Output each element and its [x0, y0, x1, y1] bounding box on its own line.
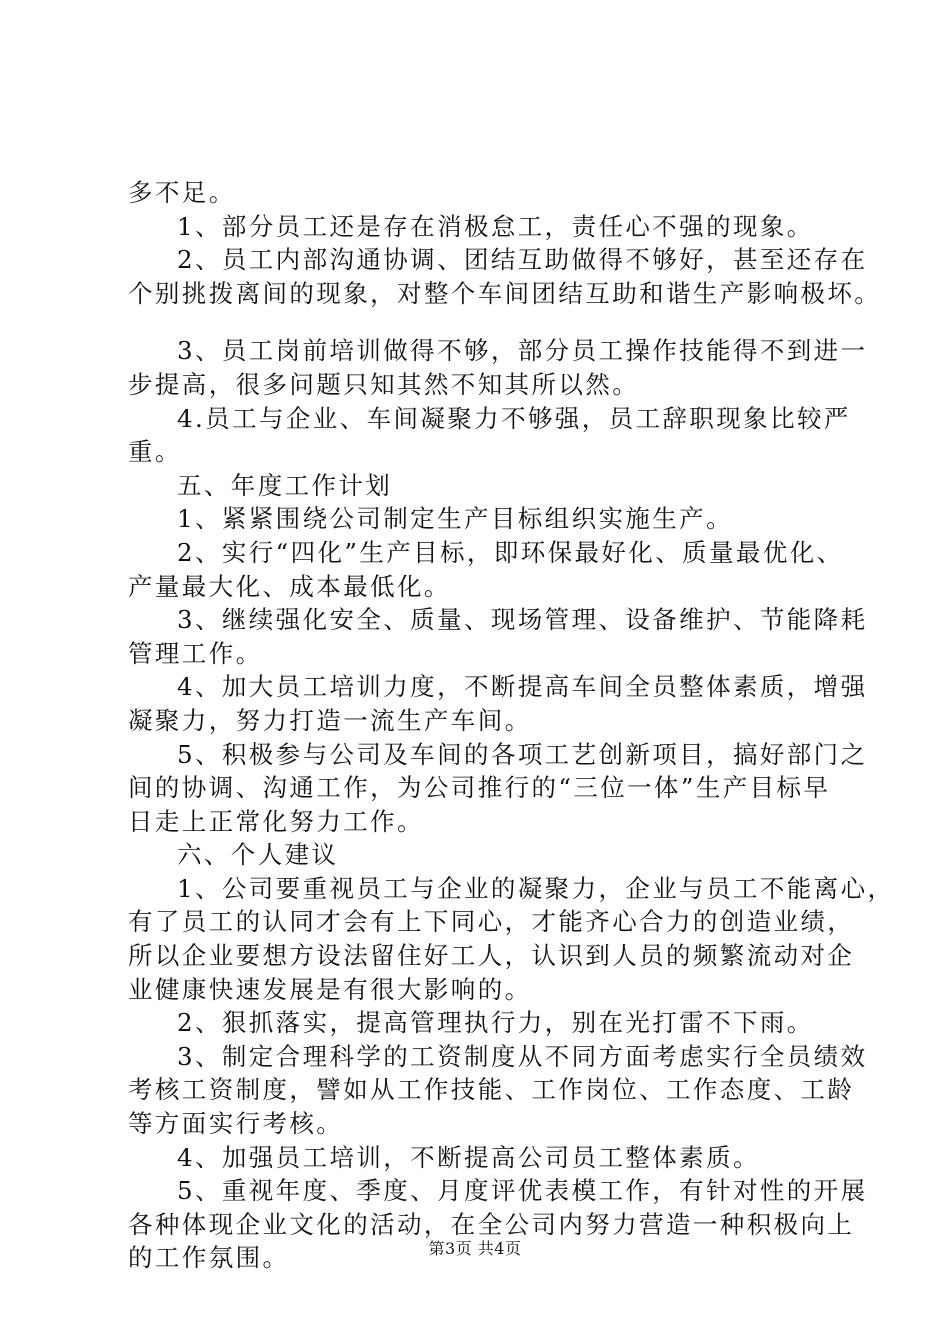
text-line: 凝聚力，努力打造一流生产车间。 — [128, 705, 532, 735]
text-line: 管理工作。 — [128, 638, 263, 668]
page-number-label: 第3页 共4页 — [428, 1239, 522, 1258]
list-item: 2、狠抓落实，提高管理执行力，别在光打雷不下雨。 — [177, 1008, 814, 1038]
text-line: 的工作氛围。 — [128, 1243, 290, 1273]
text-line: 有了员工的认同才会有上下同心，才能齐心合力的创造业绩， — [128, 907, 855, 937]
list-item: 1、紧紧围绕公司制定生产目标组织实施生产。 — [177, 504, 733, 534]
document-body — [128, 176, 895, 1275]
text-line: 重。 — [128, 437, 182, 467]
list-item: 4.员工与企业、车间凝聚力不够强，员工辞职现象比较严 — [177, 403, 851, 433]
list-item: 2、实行“四化”生产目标，即环保最好化、质量最优化、 — [177, 537, 844, 567]
text-line: 日走上正常化努力工作。 — [128, 806, 424, 836]
text-line: 个别挑拨离间的现象，对整个车间团结互助和谐生产影响极坏。 — [128, 278, 882, 308]
list-item: 2、员工内部沟通协调、团结互助做得不够好，甚至还存在 — [177, 245, 868, 275]
list-item: 5、重视年度、季度、月度评优表模工作，有针对性的开展 — [177, 1176, 868, 1206]
list-item: 3、制定合理科学的工资制度从不同方面考虑实行全员绩效 — [177, 1041, 868, 1071]
list-item: 5、积极参与公司及车间的各项工艺创新项目，搞好部门之 — [177, 739, 868, 769]
text-line: 所以企业要想方设法留住好工人，认识到人员的频繁流动对企 — [128, 941, 855, 971]
text-line: 考核工资制度，譬如从工作技能、工作岗位、工作态度、工龄 — [128, 1075, 855, 1105]
list-item: 4、加大员工培训力度，不断提高车间全员整体素质，增强 — [177, 672, 868, 702]
text-line: 间的协调、沟通工作，为公司推行的“三位一体”生产目标早 — [128, 773, 831, 803]
page-footer — [0, 1236, 950, 1259]
text-line: 步提高，很多问题只知其然不知其所以然。 — [128, 369, 640, 399]
section-heading: 五、年度工作计划 — [177, 470, 393, 500]
text-line: 多不足。 — [128, 178, 236, 207]
list-item: 1、部分员工还是存在消极怠工，责任心不强的现象。 — [177, 211, 814, 241]
text-line: 产量最大化、成本最低化。 — [128, 571, 451, 601]
text-line: 业健康快速发展是有很大影响的。 — [128, 974, 532, 1004]
list-item: 4、加强员工培训，不断提高公司员工整体素质。 — [177, 1142, 760, 1172]
text-line: 等方面实行考核。 — [128, 1109, 344, 1139]
list-item: 3、员工岗前培训做得不够，部分员工操作技能得不到进一 — [177, 336, 868, 366]
list-item: 3、继续强化安全、质量、现场管理、设备维护、节能降耗 — [177, 605, 868, 635]
paragraph-gap — [128, 310, 848, 334]
section-heading: 六、个人建议 — [177, 840, 339, 870]
list-item: 1、公司要重视员工与企业的凝聚力，企业与员工不能离心， — [177, 873, 895, 903]
text-line: 各种体现企业文化的活动，在全公司内努力营造一种积极向上 — [128, 1209, 855, 1239]
